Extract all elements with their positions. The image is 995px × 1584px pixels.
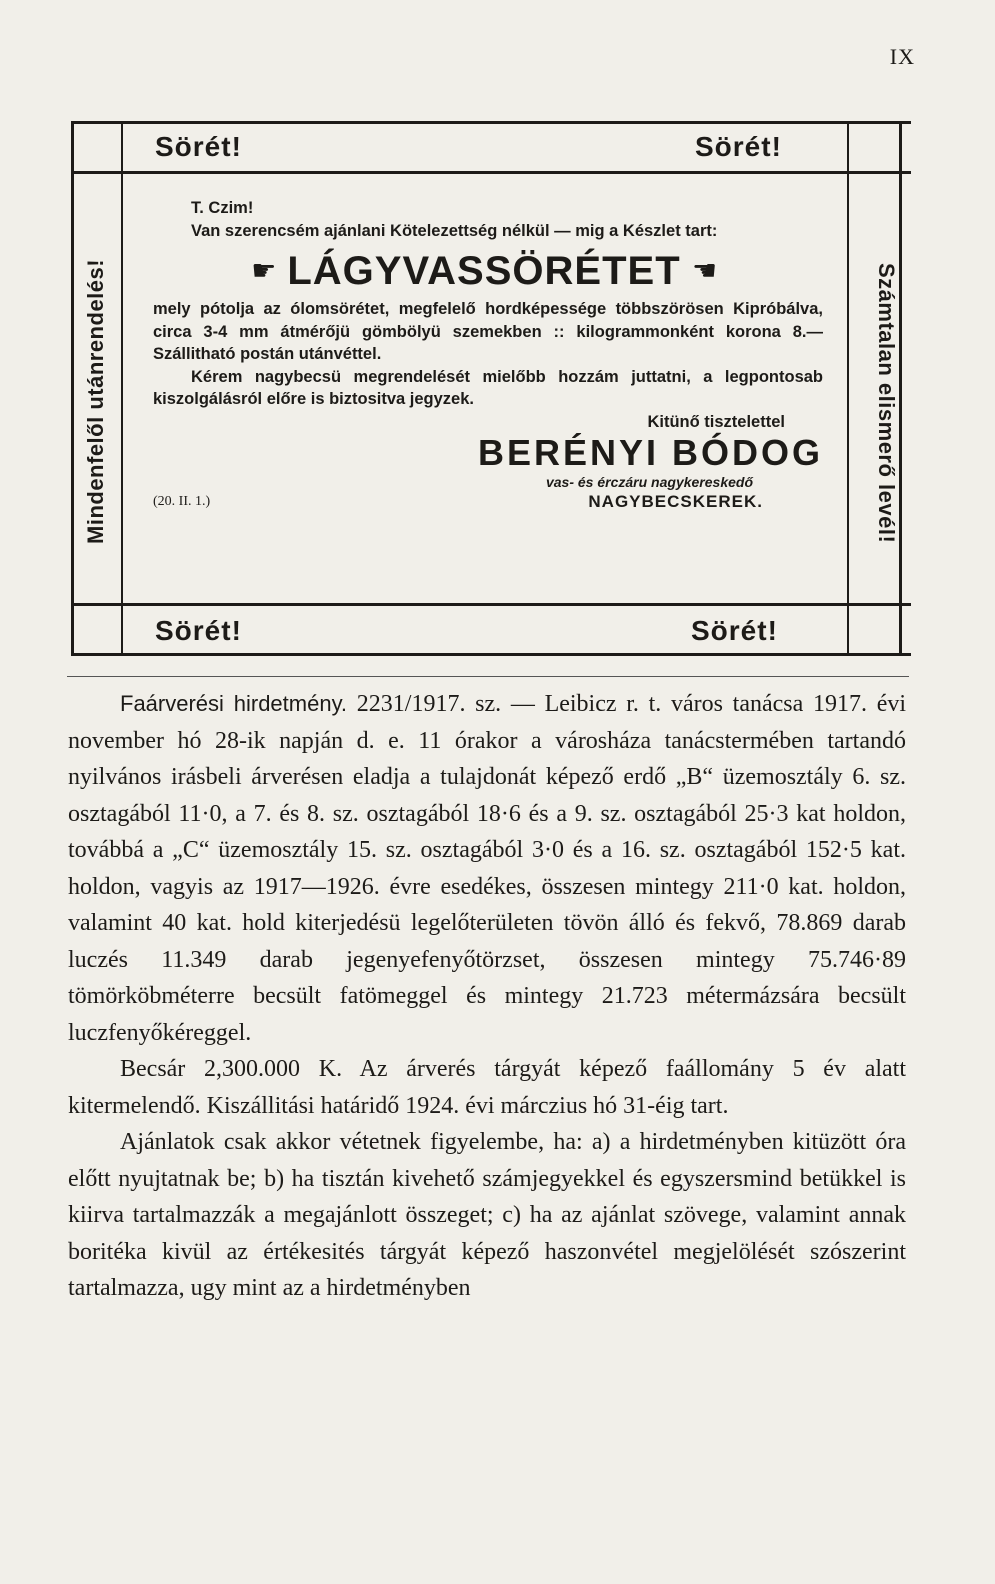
article-paragraph-1-text: 2231/1917. sz. — Leibicz r. t. város tanácsa 1917. évi november hó 28-ik napján d. e. 11 órakor a városháza tanácstermében tartandó nyilvános irásbeli árverésen eladja a tulajdonát képező erdő „B“ üzemosztály 6. sz. osztagából 11·0, a 7. és 8. sz. osztagából 18·6 és a 9. sz. osztagából 25·3 kat holdon, továbbá a „C“ üzemosztály 15. sz. osztagából 3·0 és a 16. sz. osztagából 152·5 kat. holdon, vagyis az 1917—1926. évre esedékes, összesen mintegy 211·0 kat. holdon, valamint 40 kat. hold kiterjedésü legelőterületen tövön álló és fekvő, 78.869 darab luczés 11.349 darab jegenyefenyőtörzset, összesen mintegy 75.746·89 tömörköbméterre becsült fatömeggel és mintegy 21.723 métermázsára becsült luczfenyőkéreggel.	[68, 691, 907, 1046]
separator-line	[67, 676, 909, 677]
pointing-hand-icon: ☛	[251, 255, 278, 286]
frame-left-outer-rule	[71, 121, 74, 656]
article-paragraph-2: Becsár 2,300.000 K. Az árverés tárgyát képező faállomány 5 év alatt kitermelendő. Kiszállitási határidő 1924. évi márczius hó 31-éig tart.	[68, 1056, 906, 1119]
ad-description: mely pótolja az ólomsörétet, megfelelő hordképessége többszörösen Kipróbálva, circa 3-4 mm átmérőjü gömbölyü szemekben :: kilogrammonként korona 8.— Szállitható postán utánvéttel.	[153, 300, 823, 363]
banner-bottom-left: Sörét!	[155, 615, 242, 646]
ad-reference: (20. II. 1.)	[153, 494, 211, 509]
salutation: T. Czim!	[191, 199, 254, 217]
merchant-city: NAGYBECSKEREK.	[588, 492, 763, 511]
merchant-name: BERÉNYI BÓDOG	[477, 432, 823, 473]
article	[68, 686, 906, 1307]
side-text-right: Számtalan elismerő levél!	[874, 262, 899, 544]
frame-top-rule	[71, 121, 911, 124]
page-number: IX	[889, 44, 915, 69]
frame-left-inner-rule	[121, 121, 123, 656]
ad-request: Kérem nagybecsü megrendelését mielőbb hozzám juttatni, a legpontosab kiszolgálásról előre is biztositva jegyzek.	[153, 367, 823, 408]
pointing-hand-icon: ☛	[690, 255, 717, 286]
side-text-left: Mindenfelől utánrendelés!	[83, 258, 108, 544]
ad-signoff: Kitünő tisztelettel	[647, 412, 785, 431]
merchant-description: vas- és érczáru nagykereskedő	[545, 474, 753, 490]
frame-right-outer-rule	[899, 121, 902, 656]
frame-bottom-inner-rule	[71, 603, 911, 606]
banner-bottom-right: Sörét!	[691, 615, 778, 646]
advertisement-body	[153, 197, 823, 514]
ad-headline-row	[145, 246, 823, 296]
article-title: Faárverési hirdetmény.	[120, 691, 348, 716]
article-paragraph-1	[68, 686, 906, 1051]
frame-bottom-rule	[71, 653, 911, 656]
banner-top-right: Sörét!	[695, 131, 782, 162]
advertisement-box	[71, 121, 911, 662]
frame-right-inner-rule	[847, 121, 849, 656]
frame-top-inner-rule	[71, 171, 911, 174]
ad-intro: Van szerencsém ajánlani Kötelezettség nélkül — mig a Készlet tart:	[191, 221, 718, 240]
banner-top-left: Sörét!	[155, 131, 242, 162]
ad-headline: LÁGYVASSÖRÉTET	[287, 249, 681, 293]
article-paragraph-3: Ajánlatok csak akkor vétetnek figyelembe, ha: a) a hirdetményben kitüzött óra előtt nyujtatnak be; b) ha tisztán kivehető számjegyekkel és egyszersmind betükkel is kiirva tartalmazzák a megajánlott összeget; c) ha az ajánlat szövege, valamint annak boritéka kivül az értékesités tárgyát képező haszonvétel megjelölését szószerint tartalmazza, ugy mint az a hirdetményben	[68, 1129, 906, 1301]
ad-footer	[153, 491, 823, 514]
